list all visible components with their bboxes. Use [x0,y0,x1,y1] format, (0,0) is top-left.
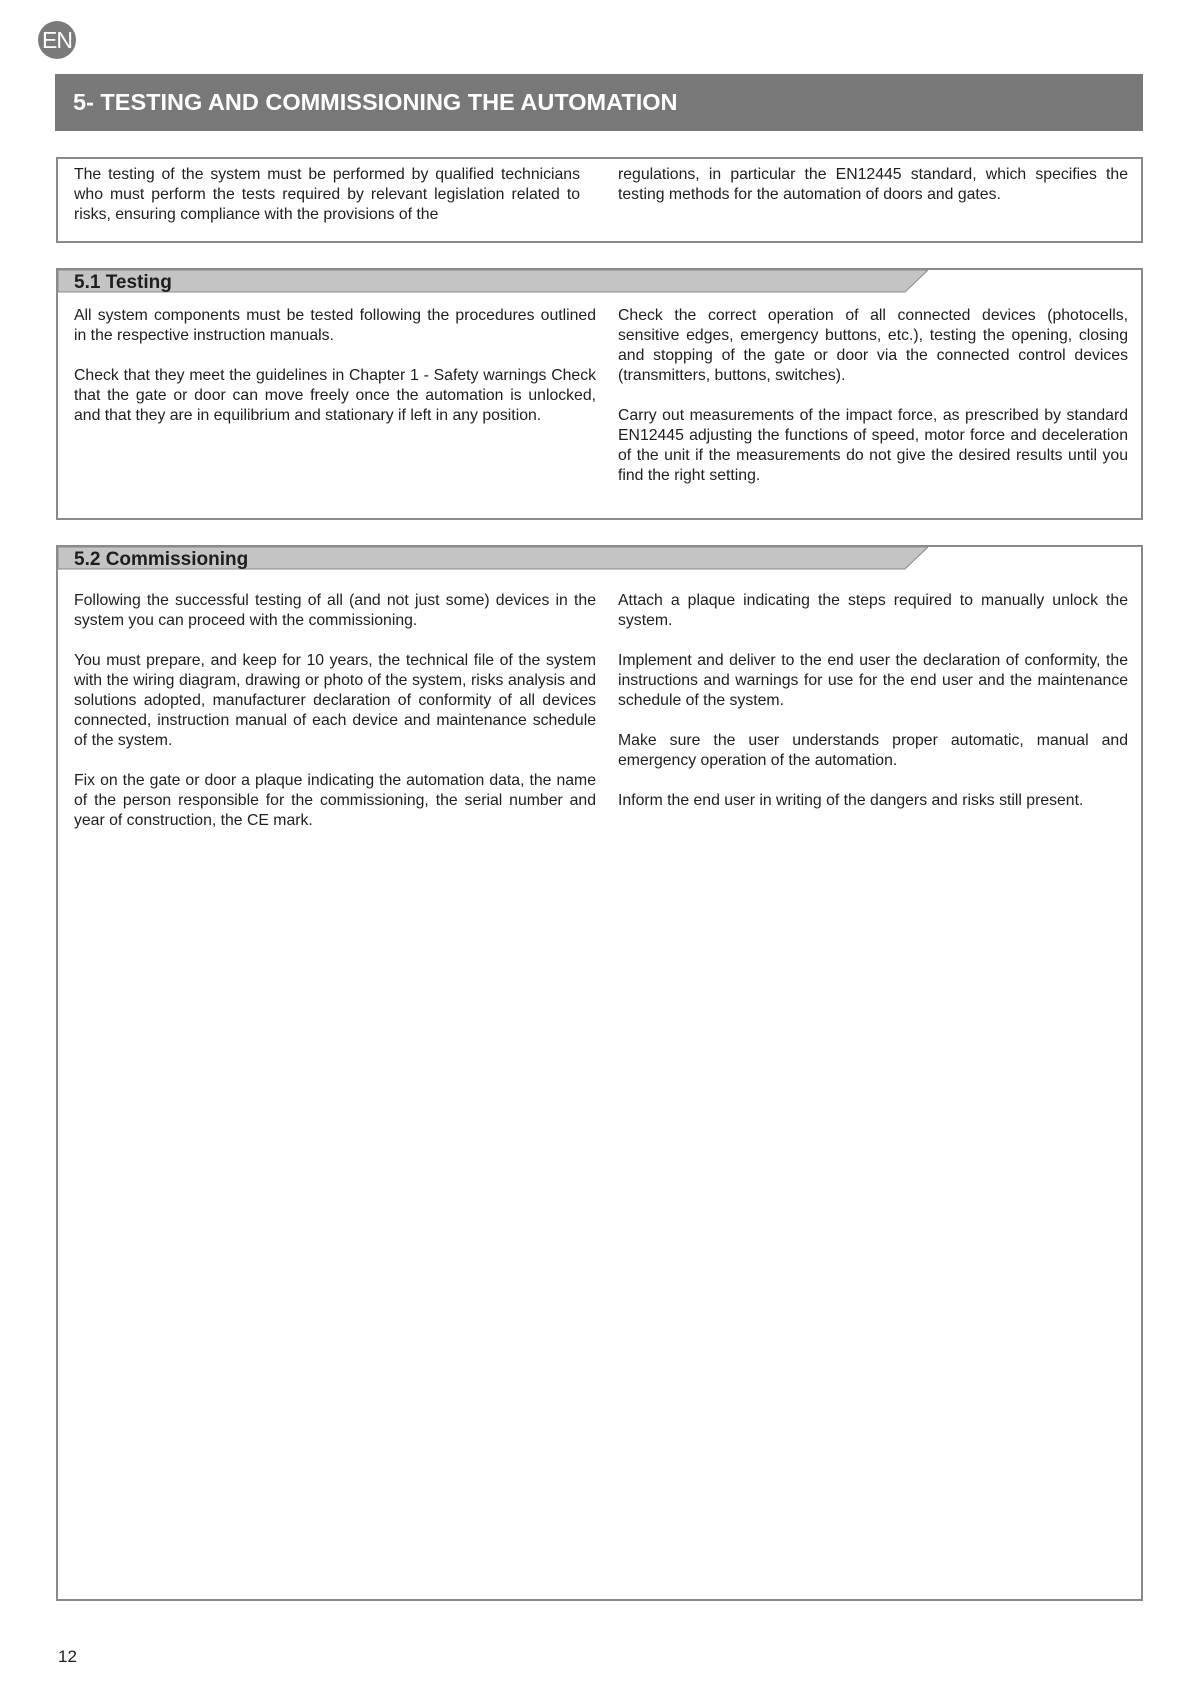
section-title-testing: 5.1 Testing [74,272,172,293]
paragraph: Carry out measurements of the impact force, as prescribed by standard EN12445 adjusting the functions of speed, motor force and deceleration of the unit if the measurements do not give the desired results until you find the right setting. [618,407,1128,484]
intro-left-text: The testing of the system must be performed by qualified technicians who must perform the tests required by relevant legislation related to risks, ensuring compliance with the provisions of the [74,166,580,223]
section-header-commissioning [58,547,928,571]
paragraph: Check the correct operation of all connected devices (photocells, sensitive edges, emergency buttons, etc.), testing the opening, closing and stopping of the gate or door via the connected control devices (transmitters, buttons, switches). [618,307,1128,384]
page-title: 5- TESTING AND COMMISSIONING THE AUTOMATION [55,74,1143,131]
commissioning-left-column [74,591,596,831]
intro-box [56,157,1143,243]
commissioning-right-column [618,591,1128,811]
page-number: 12 [58,1647,77,1666]
paragraph: Following the successful testing of all (and not just some) devices in the system you can proceed with the commissioning. [74,592,596,629]
section-title-commissioning: 5.2 Commissioning [74,549,249,570]
paragraph: Fix on the gate or door a plaque indicating the automation data, the name of the person responsible for the commissioning, the serial number and year of construction, the CE mark. [74,772,596,829]
paragraph: Make sure the user understands proper automatic, manual and emergency operation of the automation. [618,732,1128,769]
paragraph: You must prepare, and keep for 10 years, the technical file of the system with the wiring diagram, drawing or photo of the system, risks analysis and solutions adopted, manufacturer declaration of conformity of all devices connected, instruction manual of each device and maintenance schedule of the system. [74,652,596,749]
section-header-testing [58,270,928,294]
testing-right-column [618,306,1128,486]
paragraph: All system components must be tested following the procedures outlined in the respective instruction manuals. [74,307,596,344]
testing-left-column [74,306,596,426]
paragraph: Inform the end user in writing of the dangers and risks still present. [618,792,1084,809]
commissioning-section [56,545,1143,1601]
section-header-tab-shape [58,270,928,294]
paragraph: Check that they meet the guidelines in Chapter 1 - Safety warnings Check that the gate or door can move freely once the automation is unlocked, and that they are in equilibrium and stationary if left in any position. [74,367,596,424]
intro-right-text: regulations, in particular the EN12445 standard, which specifies the testing methods for the automation of doors and gates. [618,166,1128,203]
paragraph: Implement and deliver to the end user the declaration of conformity, the instructions and warnings for use for the end user and the maintenance schedule of the system. [618,652,1128,709]
language-badge: EN [38,21,76,59]
paragraph: Attach a plaque indicating the steps required to manually unlock the system. [618,592,1128,629]
testing-section [56,268,1143,520]
